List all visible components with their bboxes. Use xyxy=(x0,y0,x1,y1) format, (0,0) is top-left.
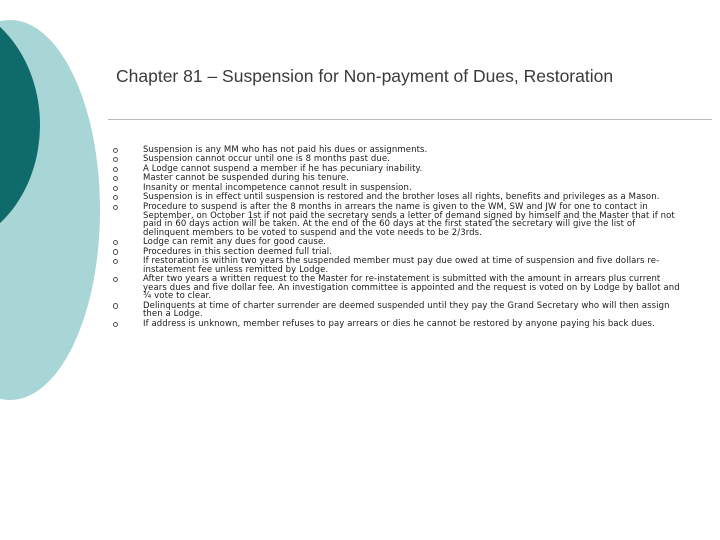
list-item xyxy=(112,165,682,174)
bullet-ring-icon xyxy=(113,176,118,181)
bullet-text: Insanity or mental incompetence cannot result in suspension. xyxy=(143,182,412,193)
bullet-ring-icon xyxy=(113,277,118,282)
bullet-text: Master cannot be suspended during his tenure. xyxy=(143,173,350,184)
list-item xyxy=(112,320,682,329)
bullet-ring-icon xyxy=(113,195,118,200)
bullet-ring-icon xyxy=(113,240,118,245)
bullet-text: If address is unknown, member refuses to pay arrears or dies he cannot be restored by anyone paying his back dues. xyxy=(143,318,655,329)
title-divider xyxy=(108,119,712,120)
list-item xyxy=(112,302,682,319)
bullet-text: Suspension cannot occur until one is 8 months past due. xyxy=(143,154,390,165)
list-item xyxy=(112,275,682,301)
bullet-text: Procedures in this section deemed full trial. xyxy=(143,246,333,257)
bullet-ring-icon xyxy=(113,148,118,153)
bullet-text: Suspension is any MM who has not paid his dues or assignments. xyxy=(143,145,428,155)
bullet-text: A Lodge cannot suspend a member if he has pecuniary inability. xyxy=(143,163,423,174)
bullet-text: Suspension is in effect until suspension is restored and the brother loses all rights, benefits and privileges as a Mason. xyxy=(143,192,660,203)
bullet-ring-icon xyxy=(113,249,118,254)
list-item xyxy=(112,184,682,193)
bullet-text: Procedure to suspend is after the 8 months in arrears the name is given to the WM, SW and JW for one to contact in September, on October 1st if not paid the secretary sends a letter of demand signed by himself and the Master that if not paid in 60 days action will be taken. At the end of the 60 days at the first stated the secretary will give the list of delinquent members to be voted to suspend and the vote needs to be 2/3rds. xyxy=(143,201,675,238)
list-item xyxy=(112,193,682,202)
bullet-ring-icon xyxy=(113,259,118,264)
bullet-ring-icon xyxy=(113,186,118,191)
list-item xyxy=(112,203,682,237)
bullet-ring-icon xyxy=(113,303,118,308)
bullet-text: After two years a written request to the Master for re-instatement is submitted with the amount in arrears plus current years dues and five dollar fee. An investigation committee is appointed and the request is voted on by Lodge by ballot and ¾ vote to clear. xyxy=(143,274,680,302)
list-item xyxy=(112,146,682,155)
list-item xyxy=(112,257,682,274)
bullet-ring-icon xyxy=(113,322,118,327)
bullet-text: Delinquents at time of charter surrender are deemed suspended until they pay the Grand Secretary who will then assign then a Lodge. xyxy=(143,300,670,320)
list-item xyxy=(112,248,682,257)
bullet-list xyxy=(112,146,682,329)
list-item xyxy=(112,238,682,247)
list-item xyxy=(112,155,682,164)
bullet-text: If restoration is within two years the suspended member must pay due owed at time of suspension and five dollars re-instatement fee unless remitted by Lodge. xyxy=(143,256,660,275)
slide-title: Chapter 81 – Suspension for Non-payment of Dues, Restoration xyxy=(116,66,614,86)
bullet-text: Lodge can remit any dues for good cause. xyxy=(143,237,327,248)
bullet-ring-icon xyxy=(113,157,118,162)
bullet-ring-icon xyxy=(113,167,118,172)
bullet-ring-icon xyxy=(113,205,118,210)
list-item xyxy=(112,174,682,183)
